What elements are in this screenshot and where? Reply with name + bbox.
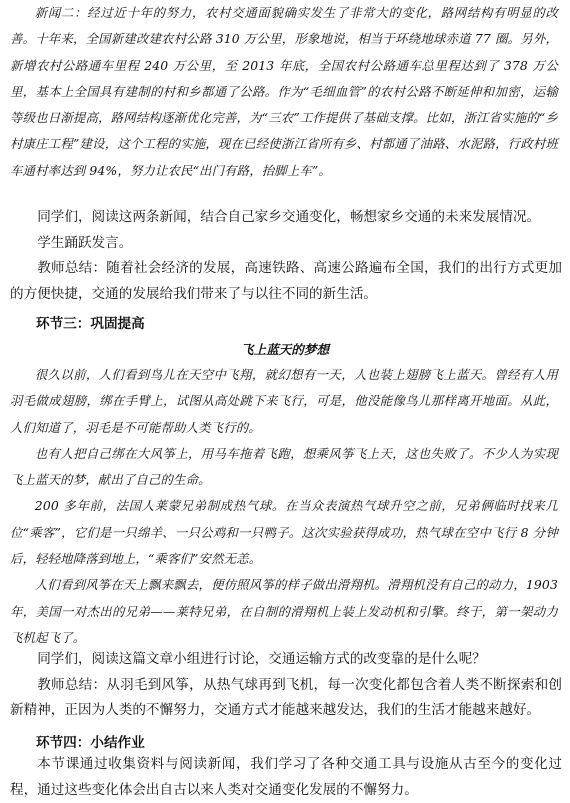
section-three-teacher-summary: 教师总结：从羽毛到风筝，从热气球再到飞机，每一次变化都包含着人类不断探索和创新精神，正因为人类的不懈努力，交通方式才能越来越发达，我们的生活才能越来越好。 <box>10 676 562 718</box>
article-body <box>10 362 558 651</box>
news-two-passage <box>10 0 558 184</box>
section-three-prompt: 同学们，阅读这篇文章小组进行讨论，交通运输方式的改变靠的是什么呢？ <box>37 651 486 667</box>
section-two-teacher-summary: 教师总结：随着社会经济的发展，高速铁路、高速公路遍布全国，我们的出行方式更加的方便快捷，交通的发展给我们带来了与以往不同的新生活。 <box>10 260 562 302</box>
section-two-prompt: 同学们，阅读这两条新闻，结合自己家乡交通变化，畅想家乡交通的未来发展情况。 <box>37 209 541 225</box>
section-four-text: 本节课通过收集资料与阅读新闻，我们学习了各种交通工具与设施从古至今的变化过程，通过这些变化体会出自古以来人类对交通变化发展的不懈努力。 <box>10 756 562 798</box>
section-four-summary <box>10 752 562 803</box>
section-two-students: 学生踊跃发言。 <box>37 234 133 251</box>
article-paragraph: 200 多年前，法国人莱蒙兄弟制成热气球。在当众表演热气球升空之前，兄弟俩临时找来几位“乘客”，它们是一只绵羊、一只公鸡和一只鸭子。这次实验获得成功，热气球在空中飞行 8 分钟后，轻轻地降落到地上，“乘客们”安然无恙。 <box>10 498 558 567</box>
news-two-text: 新闻二：经过近十年的努力，农村交通面貌确实发生了非常大的变化，路网结构有明显的改善。十年来，全国新建改建农村公路 310 万公里，形象地说，相当于环绕地球赤道 77 圈。另外，新增农村公路通车里程 240 万公里，至 2013 年底，全国农村公路通车总里程达到了 378 万公里，基本上全国具有建制的村和乡都通了公路。作为“毛细血管”的农村公路不断延伸和加密，运输等级也日渐提高，路网结构逐渐优化完善，为“三农”工作提供了基础支撑。比如，浙江省实施的“乡村康庄工程”建设，这个工程的实施，现在已经使浙江省所有乡、村都通了油路、水泥路，行政村班车通村率达到 94%，努力让农民“出门有路，抬脚上车”。 <box>10 5 558 178</box>
section-four-heading: 环节四：小结作业 <box>36 735 145 751</box>
section-three-heading: 环节三：巩固提高 <box>36 316 145 332</box>
article-title: 飞上蓝天的梦想 <box>240 342 330 357</box>
article-paragraph: 人们看到风筝在天上飘来飘去，便仿照风筝的样子做出滑翔机。滑翔机没有自己的动力，1903 年，美国一对杰出的兄弟——莱特兄弟，在自制的滑翔机上装上发动机和引擎。终于，第一架动力飞机起飞了。 <box>10 577 558 645</box>
section-two-discussion <box>10 205 562 307</box>
section-three-discussion <box>10 647 562 724</box>
article-paragraph: 也有人把自己绑在大风筝上，用马车拖着飞跑，想乘风筝飞上天，这也失败了。不少人为实现飞上蓝天的梦，献出了自己的生命。 <box>10 445 558 488</box>
article-paragraph: 很久以前，人们看到鸟儿在天空中飞翔，就幻想有一天，人也装上翅膀飞上蓝天。曾经有人用羽毛做成翅膀，绑在手臂上，试图从高处跳下来飞行，可是，他没能像鸟儿那样离开地面。从此，人们知道了，羽毛是不可能帮助人类飞行的。 <box>10 367 558 435</box>
